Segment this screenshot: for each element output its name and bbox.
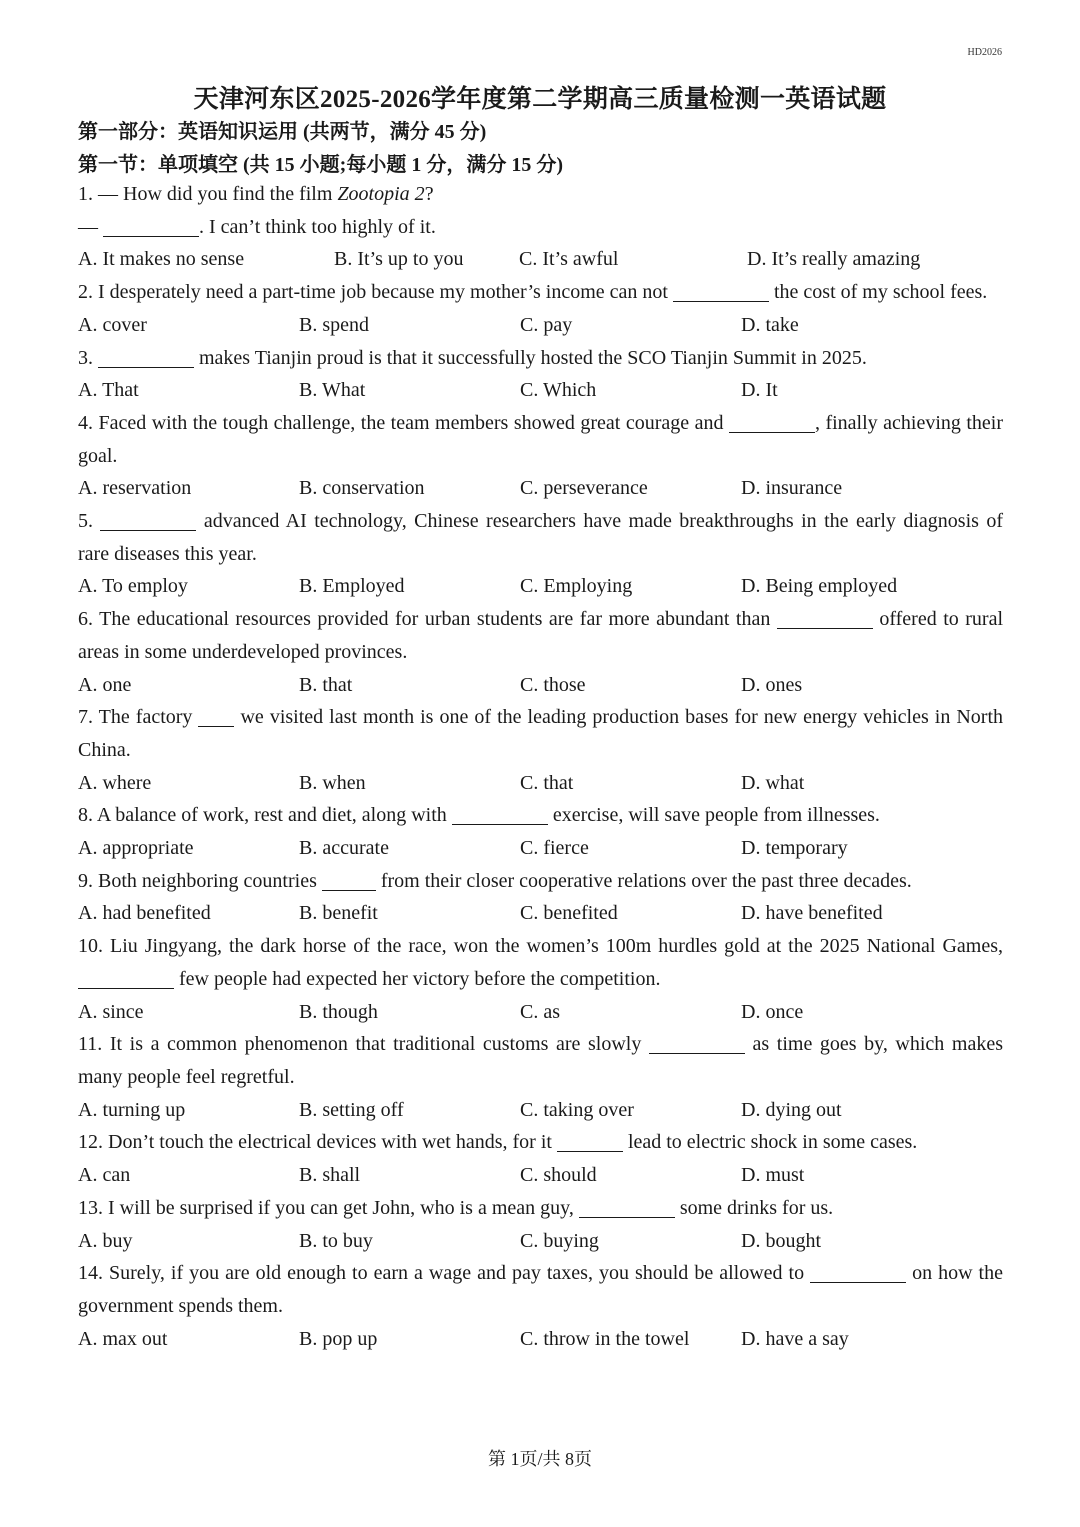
- option-a: A. To employ: [78, 575, 188, 598]
- option-c: C. throw in the towel: [520, 1327, 690, 1350]
- option-c: C. Which: [520, 379, 597, 402]
- option-a: A. one: [78, 673, 132, 696]
- option-b: B. accurate: [299, 837, 389, 860]
- question-2: 2. I desperately need a part-time job because my mother’s income can not the cost of my school fees.: [78, 281, 988, 304]
- question-12: 12. Don’t touch the electrical devices with wet hands, for it lead to electric shock in some cases.: [78, 1131, 918, 1154]
- options-12: [78, 1159, 1003, 1192]
- question-list: [78, 178, 1003, 1355]
- option-d: D. Being employed: [741, 575, 898, 598]
- option-b: B. spend: [299, 313, 369, 336]
- option-b: B. though: [299, 1000, 378, 1023]
- option-a: A. cover: [78, 313, 147, 336]
- option-d: D. dying out: [741, 1098, 842, 1121]
- option-b: B. conservation: [299, 477, 425, 500]
- answer-blank: [198, 706, 234, 727]
- answer-blank: [322, 870, 376, 891]
- question-14: 14. Surely, if you are old enough to earn a wage and pay taxes, you should be allowed to on how the government spends them.: [78, 1262, 1003, 1317]
- option-c: C. Employing: [520, 575, 633, 598]
- option-d: D. must: [741, 1164, 805, 1187]
- option-d: D. once: [741, 1000, 804, 1023]
- question-11: 11. It is a common phenomenon that traditional customs are slowly as time goes by, which makes many people feel regretful.: [78, 1033, 1003, 1088]
- option-b: B. pop up: [299, 1327, 378, 1350]
- options-4: [78, 472, 1003, 505]
- option-b: B. when: [299, 771, 366, 794]
- options-3: [78, 374, 1003, 407]
- question-8: 8. A balance of work, rest and diet, along with exercise, will save people from illnesses.: [78, 804, 880, 827]
- option-c: C. benefited: [520, 902, 618, 925]
- answer-blank: [557, 1131, 623, 1152]
- option-b: B. benefit: [299, 902, 378, 925]
- option-c: C. It’s awful: [519, 248, 619, 271]
- option-c: C. those: [520, 673, 586, 696]
- question-6: 6. The educational resources provided for urban students are far more abundant than offered to rural areas in some underdeveloped provinces.: [78, 608, 1003, 663]
- section-heading: 第一节：单项填空 (共 15 小题;每小题 1 分，满分 15 分): [78, 154, 563, 176]
- document-code: HD2026: [967, 47, 1002, 58]
- options-5: [78, 570, 1003, 603]
- page-number: 第 1页/共 8页: [487, 1449, 592, 1469]
- exam-title: 天津河东区2025-2026学年度第二学期高三质量检测一英语试题: [193, 86, 887, 113]
- question-5: 5. advanced AI technology, Chinese researchers have made breakthroughs in the early diagnosis of rare diseases this year.: [78, 510, 1003, 565]
- options-10: [78, 996, 1003, 1029]
- question-1-reply: — . I can’t think too highly of it.: [78, 215, 436, 238]
- options-8: [78, 832, 1003, 865]
- answer-blank: [98, 347, 194, 368]
- answer-blank: [673, 281, 769, 302]
- answer-blank: [777, 608, 873, 629]
- option-c: C. should: [520, 1164, 597, 1187]
- options-1: [78, 243, 1003, 276]
- option-b: B. that: [299, 673, 353, 696]
- answer-blank: [729, 412, 815, 433]
- question-9: 9. Both neighboring countries from their closer cooperative relations over the past three decades.: [78, 869, 912, 892]
- options-9: [78, 897, 1003, 930]
- options-13: [78, 1225, 1003, 1258]
- question-3: 3. makes Tianjin proud is that it successfully hosted the SCO Tianjin Summit in 2025.: [78, 346, 867, 369]
- option-c: C. buying: [520, 1229, 599, 1252]
- option-c: C. perseverance: [520, 477, 648, 500]
- option-a: A. buy: [78, 1229, 133, 1252]
- option-a: A. turning up: [78, 1098, 186, 1121]
- question-4: 4. Faced with the tough challenge, the team members showed great courage and , finally achieving their goal.: [78, 411, 1003, 467]
- option-a: A. appropriate: [78, 837, 194, 860]
- option-b: B. to buy: [299, 1229, 373, 1252]
- option-b: B. Employed: [299, 575, 405, 598]
- option-d: D. insurance: [741, 477, 843, 500]
- option-d: D. temporary: [741, 837, 848, 860]
- answer-blank: [649, 1033, 745, 1054]
- option-b: B. shall: [299, 1164, 361, 1187]
- part-heading: 第一部分：英语知识运用 (共两节，满分 45 分): [78, 121, 487, 143]
- question-13: 13. I will be surprised if you can get John, who is a mean guy, some drinks for us.: [78, 1196, 834, 1219]
- answer-blank: [452, 804, 548, 825]
- option-d: D. It: [741, 379, 778, 402]
- answer-blank: [579, 1197, 675, 1218]
- option-a: A. reservation: [78, 477, 192, 500]
- option-a: A. It makes no sense: [78, 248, 245, 271]
- answer-blank: [78, 968, 174, 989]
- option-c: C. as: [520, 1000, 560, 1023]
- option-a: A. where: [78, 771, 152, 794]
- option-d: D. have benefited: [741, 902, 883, 925]
- question-1: 1. — How did you find the film Zootopia 2?: [78, 183, 434, 205]
- answer-blank: [810, 1262, 906, 1283]
- option-b: B. It’s up to you: [334, 248, 464, 271]
- option-a: A. can: [78, 1164, 131, 1187]
- option-b: B. setting off: [299, 1098, 404, 1121]
- option-b: B. What: [299, 379, 366, 402]
- option-d: D. It’s really amazing: [747, 248, 921, 271]
- answer-blank: [103, 216, 199, 237]
- option-a: A. had benefited: [78, 902, 211, 925]
- option-c: C. pay: [520, 313, 573, 336]
- option-d: D. have a say: [741, 1327, 849, 1350]
- options-6: [78, 669, 1003, 702]
- option-a: A. max out: [78, 1327, 168, 1350]
- option-a: A. since: [78, 1000, 144, 1023]
- option-c: C. fierce: [520, 837, 589, 860]
- options-2: [78, 309, 1003, 342]
- film-title: Zootopia 2: [337, 183, 425, 205]
- option-d: D. ones: [741, 673, 803, 696]
- options-7: [78, 767, 1003, 800]
- option-c: C. taking over: [520, 1098, 634, 1121]
- answer-blank: [100, 510, 196, 531]
- option-d: D. what: [741, 771, 805, 794]
- option-d: D. take: [741, 313, 799, 336]
- question-7: 7. The factory we visited last month is one of the leading production bases for new energy vehicles in North China.: [78, 706, 1004, 761]
- option-d: D. bought: [741, 1229, 821, 1252]
- option-a: A. That: [78, 379, 139, 402]
- options-14: [78, 1323, 1003, 1356]
- option-c: C. that: [520, 771, 574, 794]
- options-11: [78, 1094, 1003, 1127]
- question-10: 10. Liu Jingyang, the dark horse of the race, won the women’s 100m hurdles gold at the 2025 National Games, few people had expected her victory before the competition.: [78, 935, 1003, 990]
